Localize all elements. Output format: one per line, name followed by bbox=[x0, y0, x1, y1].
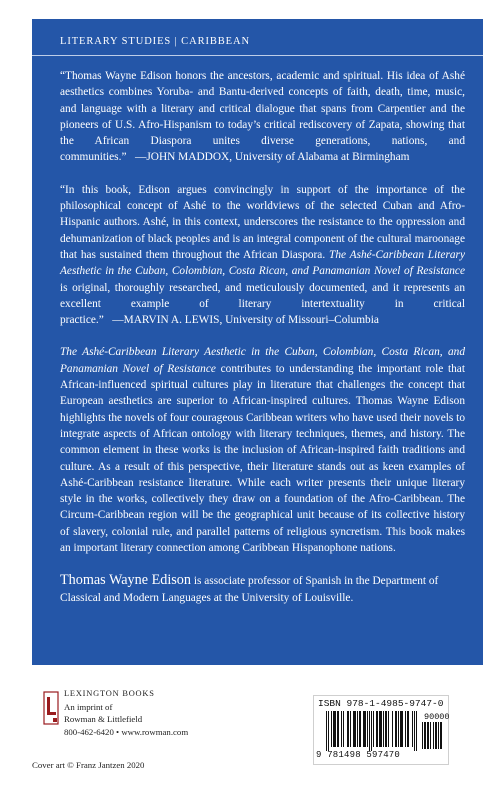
isbn-barcode bbox=[313, 695, 449, 765]
review-blurb-lewis bbox=[60, 182, 465, 329]
review-blurb-maddox bbox=[60, 68, 465, 166]
publisher-name: LEXINGTON BOOKS bbox=[64, 689, 155, 698]
description-text: contributes to understanding the important role that African-influenced spiritual cultures play in literature that challenges the concept that European aesthetics are superior to African-inspired cultures. Thomas Wayne Edison highlights the novels of four courageous Caribbean writers who have used their novels to integrate aspects of African ontology with literary techniques, themes, and history. The common element in these works is the inclusion of African-inspired faith traditions and culture. As a result of this perspective, their literature stands out as keen examples of Ashé-Caribbean resistance literature. While each writer presents their unique literary style in the works, collectively they draw on a foundation of the Afro-Caribbean. The Circum-Caribbean region will be the geographical unit because of its collective history of slavery, colonial rule, and parallel patterns of religious syncretism. This book makes an important literary connection among Caribbean Hispanophone nations. bbox=[60, 362, 465, 555]
blurb-text: “Thomas Wayne Edison honors the ancestors, academic and spiritual. His idea of Ashé aesthetics combines Yoruba- and Bantu-derived concepts of faith, death, time, music, and language with a literary and critical dialogue that spans from Carpentier and the pioneers of U.S. Afro-Hispanism to today’s critical rediscovery of Zapata, showing that the African Diaspora unites diverse generations, nations, and communities.” bbox=[60, 70, 465, 164]
blurb-attribution: —MARVIN A. LEWIS, University of Missouri–Columbia bbox=[112, 314, 379, 327]
lexington-logo-icon bbox=[41, 690, 61, 726]
category-label: LITERARY STUDIES | CARIBBEAN bbox=[60, 36, 250, 47]
blurb-attribution: —JOHN MADDOX, University of Alabama at Birmingham bbox=[135, 151, 410, 164]
blue-panel bbox=[32, 19, 483, 665]
barcode-addon-code: 90000 bbox=[424, 712, 450, 722]
publisher-parent: Rowman & Littlefield bbox=[64, 714, 143, 724]
author-bio bbox=[60, 572, 465, 606]
ean-barcode-bars bbox=[326, 711, 420, 751]
publisher-imprint: An imprint of bbox=[64, 701, 113, 712]
author-bio-text: is associate professor of Spanish in the Department of Classical and Modern Languages at the University of Louisville. bbox=[60, 575, 439, 604]
cover-art-credit: Cover art © Franz Jantzen 2020 bbox=[32, 760, 145, 770]
isbn-label: ISBN 978-1-4985-9747-0 bbox=[318, 698, 444, 709]
category-divider bbox=[32, 55, 483, 56]
blurb-text-continued: is original, thoroughly researched, and meticulously documented, and it represents an excellent example of literary intertextuality in critical practice.” bbox=[60, 281, 465, 327]
book-description bbox=[60, 344, 465, 556]
publisher-contact: 800-462-6420 • www.rowman.com bbox=[64, 726, 189, 737]
book-title-italic: The Ashé-Caribbean Literary Aesthetic in the Cuban, Colombian, Costa Rican, and Panamanian Novel of Resistance bbox=[60, 346, 465, 375]
addon-barcode-bars bbox=[422, 722, 444, 751]
author-name: Thomas Wayne Edison bbox=[60, 572, 191, 589]
publisher-block bbox=[64, 688, 188, 738]
ean-digits: 9 781498 597470 bbox=[316, 750, 401, 760]
blurb-text: “In this book, Edison argues convincingly in support of the importance of the philosophical concept of Ashé to the worldviews of the selected Cuban and Afro-Hispanic authors. Ashé, in this context, underscores the resistance to the oppression and dehumanization of black peoples and is an integral component of the cultural maroonage that has sustained them throughout the African Diaspora. bbox=[60, 183, 465, 261]
bottom-strip bbox=[0, 665, 502, 800]
book-title-italic: The Ashé-Caribbean Literary Aesthetic in the Cuban, Colombian, Costa Rican, and Panamanian Novel of Resistance bbox=[60, 248, 465, 278]
